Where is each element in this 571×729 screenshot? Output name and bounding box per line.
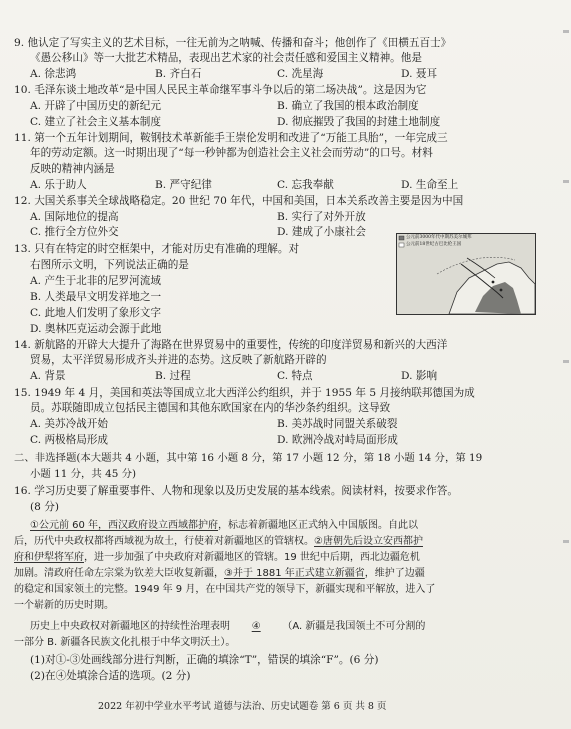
q16-material-line5: 的稳定和国家领土的完整。1949 年 9 月，在中国共产党的领导下，新疆实现和平解放，进入了 — [14, 584, 436, 595]
q16-material-line1 — [30, 519, 418, 533]
q13-stem-line1: 13. 只有在特定的时空框架中，才能对历史有准确的理解。对 — [14, 243, 300, 255]
q16-summary-line2: 一部分 B. 新疆各民族文化扎根于中华文明沃土）。 — [14, 637, 236, 648]
q16-material-line4 — [14, 567, 425, 581]
q16-summary-line1 — [30, 620, 425, 634]
q16-material-text: 后，历代中央政权都将西域视为故土，行使着对新疆地区的管辖权。 — [14, 536, 314, 547]
map-legend-1: 公元前3000年代中期苏美尔城邦 — [406, 235, 472, 240]
q16-underline-1: ①公元前 60 年，西汉政府设立西域都护府 — [30, 520, 219, 531]
q16-stem-line1: 16. 学习历史要了解重要事件、人物和现象以及历史发展的基本线索。阅读材料，按要求作答。 — [14, 485, 458, 497]
q13-option-d: D. 奥林匹克运动会源于此地 — [30, 323, 162, 335]
q10-option-a: A. 开辟了中国历史的新纪元 — [30, 100, 161, 112]
q16-task-1: (1)对①-③处画线部分进行判断，正确的填涂“T”，错误的填涂“F”。(6 分) — [30, 654, 379, 666]
q16-material-line3 — [14, 551, 420, 565]
page-footer: 2022 年初中学业水平考试 道德与法治、历史试题卷 第 6 页 共 8 页 — [98, 701, 387, 712]
q10-option-d: D. 彻底摧毁了我国的封建土地制度 — [277, 116, 441, 128]
q13-option-a: A. 产生于北非的尼罗河流域 — [30, 275, 161, 287]
q13-stem-line2: 右图所示文明，下列说法正确的是 — [30, 259, 189, 271]
q16-material-text: 加剧。清政府任命左宗棠为钦差大臣收复新疆， — [14, 568, 224, 579]
q9-option-d: D. 聂耳 — [401, 68, 438, 80]
q10-option-b: B. 确立了我国的根本政治制度 — [277, 100, 419, 112]
section2-heading-line2: 小题 11 分，共 45 分) — [30, 468, 137, 480]
binding-mark — [563, 540, 569, 543]
q16-material-line2 — [14, 535, 423, 549]
q16-material-text: ，标志着新疆地区正式纳入中国版图。自此以 — [218, 520, 419, 531]
q12-option-b: B. 实行了对外开放 — [277, 211, 366, 223]
q16-underline-2-cont: 府和伊犁将军府 — [14, 552, 84, 563]
q12-option-a: A. 国际地位的提高 — [30, 211, 119, 223]
q16-summary-text: （A. 新疆是我国领土不可分割的 — [282, 621, 426, 632]
q11-option-c: C. 忘我奉献 — [277, 179, 334, 191]
q15-stem-line1: 15. 1949 年 4 月，美国和英法等国成立北大西洋公约组织，并于 1955 年 5 月接纳联邦德国为成 — [14, 387, 475, 399]
binding-mark — [563, 30, 569, 33]
binding-mark — [563, 180, 569, 183]
q16-stem-line2: (8 分) — [30, 501, 59, 513]
q14-stem-line2: 贸易，太平洋贸易形成齐头并进的态势。这反映了新航路开辟的 — [30, 354, 327, 366]
q14-option-b: B. 过程 — [155, 370, 191, 382]
q15-option-d: D. 欧洲冷战对峙局面形成 — [277, 434, 398, 446]
q16-underline-2: ②唐朝先后设立安西都护 — [314, 536, 423, 547]
q11-option-b: B. 严守纪律 — [155, 179, 212, 191]
q11-stem-line1: 11. 第一个五年计划期间，鞍钢技术革新能手王崇伦发明和改进了“万能工具胎”，一年完成三 — [14, 132, 448, 144]
q15-stem-line2: 员。苏联随即成立包括民主德国和其他东欧国家在内的华沙条约组织。这导致 — [30, 402, 391, 414]
q10-option-c: C. 建立了社会主义基本制度 — [30, 116, 161, 128]
q9-option-a: A. 徐悲鸿 — [30, 68, 77, 80]
q12-option-c: C. 推行全方位外交 — [30, 226, 119, 238]
binding-mark — [563, 360, 569, 363]
q11-stem-line3: 反映的精神内涵是 — [30, 163, 115, 175]
map-legend-2: 公元前18世纪古巴比伦王国 — [406, 242, 462, 247]
q10-stem-line1: 10. 毛泽东谈土地改革“是中国人民民主革命继军事斗争以后的第二场决战”。这是因为它 — [14, 84, 427, 96]
q14-option-a: A. 背景 — [30, 370, 66, 382]
q16-underline-3: ③并于 1881 年正式建立新疆省 — [224, 568, 365, 579]
q9-option-b: B. 齐白石 — [155, 68, 202, 80]
q12-option-d: D. 建成了小康社会 — [277, 226, 367, 238]
q16-material-text: ，维护了边疆 — [364, 568, 425, 579]
q11-option-d: D. 生命至上 — [401, 179, 459, 191]
q9-option-c: C. 冼星海 — [277, 68, 324, 80]
q9-stem-line2: 《愚公移山》等一大批艺术精品，表现出艺术家的社会责任感和爱国主义精神。他是 — [30, 52, 422, 64]
q16-task-2: (2)在④处填涂合适的选项。(2 分) — [30, 670, 191, 682]
q16-blank-4: ④ — [251, 621, 261, 632]
q14-stem-line1: 14. 新航路的开辟大大提升了海路在世界贸易中的重要性，传统的印度洋贸易和新兴的大西洋 — [14, 339, 448, 351]
q12-stem-line1: 12. 大国关系事关全球战略稳定。20 世纪 70 年代，中国和美国，日本关系改善主要是因为中国 — [14, 195, 464, 207]
q9-stem-line1: 9. 他认定了写实主义的艺术目标，一往无前为之呐喊、传播和奋斗；他创作了《田横五百士》 — [14, 37, 452, 49]
q11-stem-line2: 年的劳动定额。这一时期出现了“每一秒钟都为创造社会主义社会而劳动”的口号。材料 — [30, 147, 433, 159]
mesopotamia-map — [396, 233, 536, 315]
q16-material-line6: 一个崭新的历史时期。 — [14, 600, 114, 611]
q13-option-c: C. 此地人们发明了象形文字 — [30, 307, 161, 319]
section2-heading-line1: 二、非选择题(本大题共 4 小题，其中第 16 小题 8 分，第 17 小题 12 分，第 18 小题 14 分，第 19 — [14, 452, 483, 464]
q15-option-c: C. 两极格局形成 — [30, 434, 109, 446]
q14-option-d: D. 影响 — [401, 370, 438, 382]
q15-option-a: A. 美苏冷战开始 — [30, 418, 108, 430]
q16-material-text: ，进一步加强了中央政府对新疆地区的管辖。19 世纪中后期，西北边疆危机 — [84, 552, 420, 563]
q15-option-b: B. 美苏战时同盟关系破裂 — [277, 418, 398, 430]
q11-option-a: A. 乐于助人 — [30, 179, 87, 191]
q14-option-c: C. 特点 — [277, 370, 313, 382]
q13-option-b: B. 人类最早文明发祥地之一 — [30, 291, 162, 303]
q16-summary-text: 历史上中央政权对新疆地区的持续性治理表明 — [30, 621, 230, 632]
